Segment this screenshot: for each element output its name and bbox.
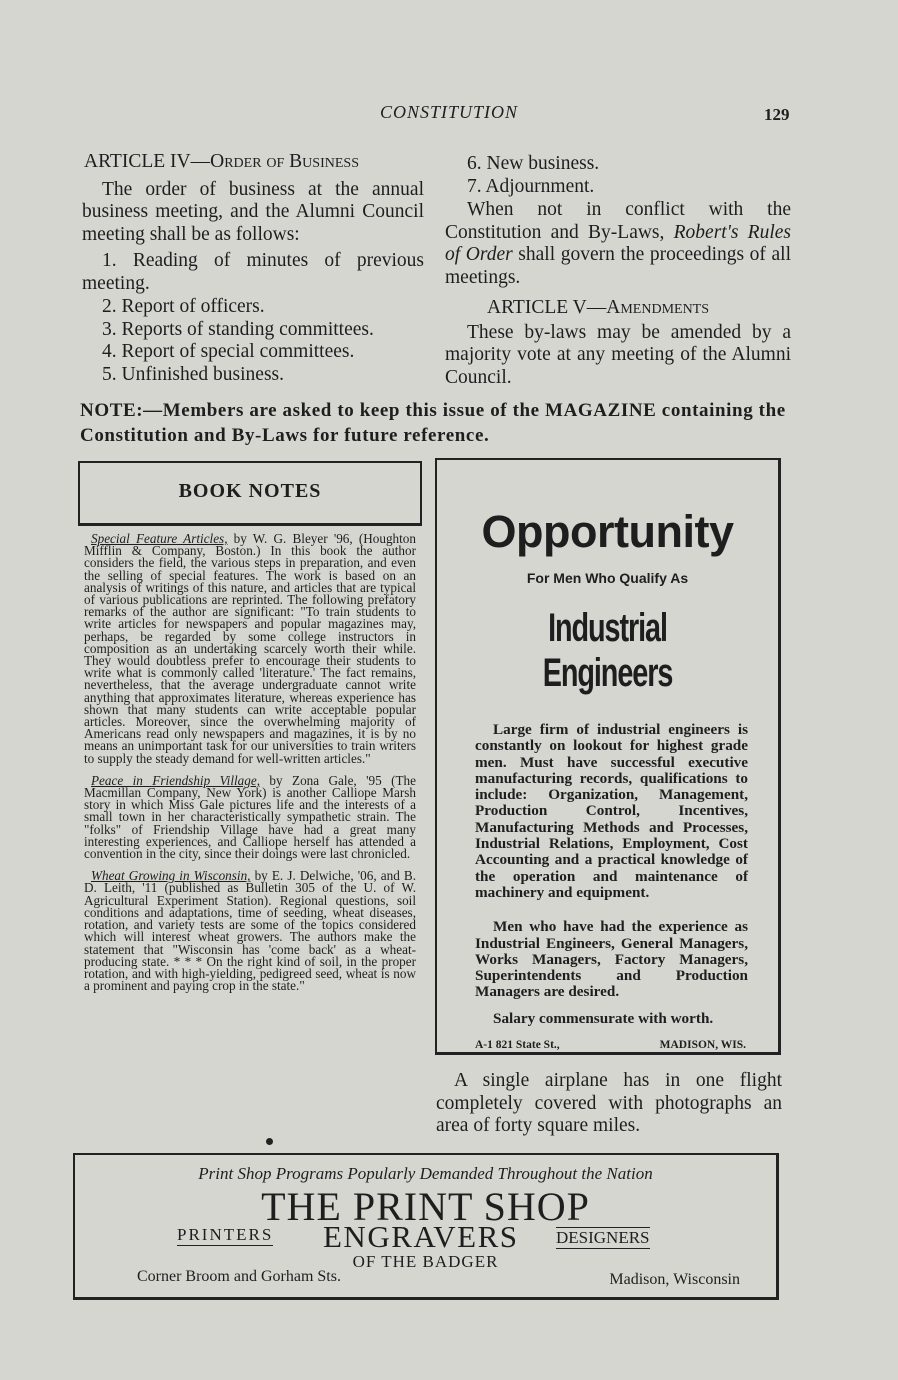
list-item: 1. Reading of minutes of previous meeting. (82, 250, 424, 294)
article-5-heading: ARTICLE V—Amendments (487, 297, 710, 318)
article-4-intro: The order of business at the annual business meeting, and the Alumni Council meeting shall be as follows: (82, 178, 424, 245)
ad-headline: Opportunity (481, 506, 734, 557)
print-shop-address: Corner Broom and Gorham Sts. (137, 1268, 341, 1285)
magazine-note: NOTE:—Members are asked to keep this issue of the MAGAZINE containing the Constitution and By-Laws for future reference. (80, 400, 786, 446)
print-shop-name: THE PRINT SHOP (261, 1184, 590, 1229)
print-shop-designers: DESIGNERS (556, 1228, 650, 1247)
ad-address-street: A-1 821 State St., (475, 1039, 560, 1052)
print-shop-engravers: ENGRAVERS (323, 1219, 519, 1254)
list-item: 2. Report of officers. (102, 296, 265, 317)
list-item: Wheat Growing in Wisconsin, by E. J. Delwiche, '06, and B. D. Leith, '11 (published as Bulletin 305 of the U. of W. Agricultural Experiment Station). Regional questions, soil conditions and adaptations, time of seeding, wheat diseases, rotation, and variety tests are some of the topics considered which will interest wheat growers. The authors make the statement that "Wisconsin has 'come back' as a wheat-producing state. * * * On the right kind of soil, in the proper rotation, and with high-yielding, pedigreed seed, wheat is now a prominent and paying crop in the state." (84, 868, 417, 994)
print-shop-printers: PRINTERS (177, 1225, 274, 1244)
page-number: 129 (764, 105, 790, 124)
running-header: CONSTITUTION (379, 102, 519, 122)
book-notes-title: BOOK NOTES (178, 480, 322, 502)
job-advertisement (435, 458, 781, 1055)
list-item: 6. New business. (467, 153, 600, 174)
ad-body (475, 722, 748, 1027)
ad-paragraph: Men who have had the experience as Industrial Engineers, General Managers, Works Managers, Factory Managers, Superintendents and Production Managers are desired. (475, 918, 748, 1001)
ad-address (475, 1039, 746, 1051)
article-4-heading: ARTICLE IV—Order of Business (84, 151, 359, 172)
ad-title: Industrial Engineers (542, 606, 673, 695)
article-4-section (82, 151, 424, 386)
book-notes-list (84, 533, 416, 1002)
list-item: Special Feature Articles, by W. G. Bleyer '96, (Houghton Mifflin & Company, Boston.) In this book the author considers the field, the various steps in preparation, and even the selling of special features. The work is based on an analysis of writings of this nature, and articles that are typical of various publications are reprinted. The following prefatory remarks of the author are significant: "To train students to write articles for newspapers and popular magazines may, perhaps, be regarded by some college instructors in composition as an undertaking scarcely worth their while. They would doubtless prefer to encourage their students to write what is commonly called 'literature.' The fact remains, nevertheless, that the average undergraduate cannot write anything that approximates literature, whereas experience has shown that many students can write acceptable popular articles. Moreover, since the overwhelming majority of Americans read only newspapers and magazines, it is by no means an unimportant task for our universities to train writers to supply the steady demand for well-written articles." (84, 531, 416, 766)
list-item: 5. Unfinished business. (102, 363, 284, 385)
print-shop-city: Madison, Wisconsin (609, 1271, 740, 1288)
list-item: Peace in Friendship Village, by Zona Gale, '95 (The Macmillan Company, New York) is another Calliope Marsh story in which Miss Gale pictures life and the interests of a small town in her characteristically sympathetic strain. The "folks" of Friendship Village have had a great many interesting experiences, and Calliope herself has attended a convention in the city, since their doings were last chronicled. (84, 772, 417, 862)
ad-salary: Salary commensurate with worth. (493, 1009, 714, 1027)
print-shop-of-badger: OF THE BADGER (352, 1252, 499, 1271)
ad-subhead: For Men Who Qualify As (526, 570, 689, 586)
list-item: 7. Adjournment. (467, 175, 595, 197)
ad-address-city: MADISON, WIS. (659, 1039, 746, 1052)
ad-paragraph: Large firm of industrial engineers is constantly on lookout for highest grade men. Must have successful executive manufacturing records, qualifications to include: Organization, Management, Production Control, Incentives, Manufacturing Methods and Processes, Industrial Relations, Employment, Cost Accounting and a practical knowledge of the operation and maintenance of machinery and equipment. (475, 721, 748, 901)
book-notes-box (78, 461, 422, 526)
article-5-section (445, 153, 791, 389)
list-item: 3. Reports of standing committees. (102, 318, 374, 340)
list-item: 4. Report of special committees. (102, 341, 355, 362)
airplane-fact: A single airplane has in one flight completely covered with photographs an area of forty square miles. (436, 1070, 782, 1136)
print-shop-ad (73, 1153, 779, 1300)
article-4-closing: When not in conflict with the Constitution and By-Laws, Robert's Rules of Order shall govern the proceedings of all meetings. (445, 199, 792, 288)
bullet-dot (266, 1138, 273, 1145)
print-shop-tagline: Print Shop Programs Popularly Demanded Throughout the Nation (198, 1164, 653, 1183)
article-5-text: These by-laws may be amended by a majority vote at any meeting of the Alumni Council. (445, 321, 791, 388)
